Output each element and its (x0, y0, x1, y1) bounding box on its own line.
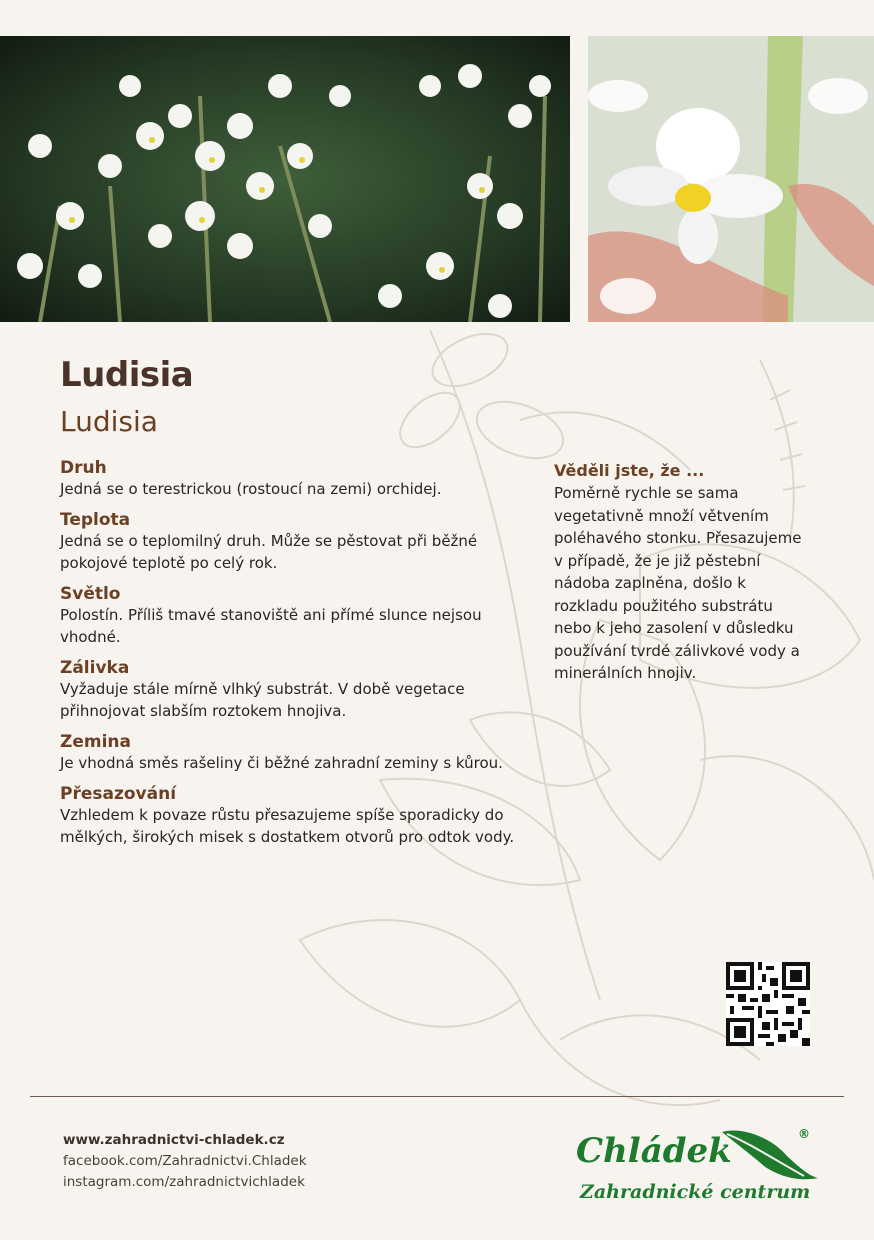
section-heading: Zemina (60, 732, 131, 752)
plant-latin-name: Ludisia (60, 405, 158, 438)
section-heading: Světlo (60, 584, 121, 604)
registered-mark: ® (798, 1127, 810, 1141)
section-presazovani (60, 784, 530, 848)
facebook-link[interactable]: facebook.com/Zahradnictvi.Chladek (63, 1153, 307, 1169)
section-druh (60, 458, 530, 500)
section-text: Jedná se o teplomilný druh. Může se pěstovat při běžné pokojové teplotě po celý rok. (60, 532, 478, 572)
qr-code-icon[interactable] (726, 962, 810, 1046)
section-teplota (60, 510, 530, 574)
section-zalivka (60, 658, 530, 722)
section-heading: Druh (60, 458, 107, 478)
did-you-know-box (554, 460, 814, 685)
section-heading: Přesazování (60, 784, 177, 804)
instagram-link[interactable]: instagram.com/zahradnictvichladek (63, 1174, 305, 1190)
did-you-know-heading: Věděli jste, že ... (554, 461, 705, 480)
section-heading: Teplota (60, 510, 131, 530)
ludisia-flower-closeup-photo (588, 36, 874, 322)
section-heading: Zálivka (60, 658, 130, 678)
care-sections (60, 458, 530, 858)
logo-tagline: Zahradnické centrum (580, 1181, 811, 1203)
plant-title: Ludisia (60, 355, 194, 395)
did-you-know-text: Poměrně rychle se sama vegetativně množí větvením poléhavého stonku. Přesazujeme v případě, že je již pěstební nádoba zaplněna, došlo k rozkladu použitého substrátu nebo k jeho zasolení v důsledku používání tvrdé zálivkové vody a minerálních hnojiv. (554, 484, 802, 682)
section-zemina (60, 732, 530, 774)
section-text: Polostín. Příliš tmavé stanoviště ani přímé slunce nejsou vhodné. (60, 606, 482, 646)
section-text: Je vhodná směs rašeliny či běžné zahradní zeminy s kůrou. (60, 754, 503, 772)
section-svetlo (60, 584, 530, 648)
contact-links (63, 1130, 307, 1193)
section-text: Vyžaduje stále mírně vlhký substrát. V době vegetace přihnojovat slabším roztokem hnojiva. (60, 680, 465, 720)
chladek-logo (572, 1118, 822, 1210)
ludisia-flowers-photo (0, 36, 570, 322)
section-text: Jedná se o terestrickou (rostoucí na zemi) orchidej. (60, 480, 442, 498)
website-link[interactable]: www.zahradnictvi-chladek.cz (63, 1132, 285, 1148)
footer-divider (30, 1096, 844, 1097)
section-text: Vzhledem k povaze růstu přesazujeme spíše sporadicky do mělkých, širokých misek s dostatkem otvorů pro odtok vody. (60, 806, 515, 846)
logo-name: Chládek (576, 1131, 732, 1171)
